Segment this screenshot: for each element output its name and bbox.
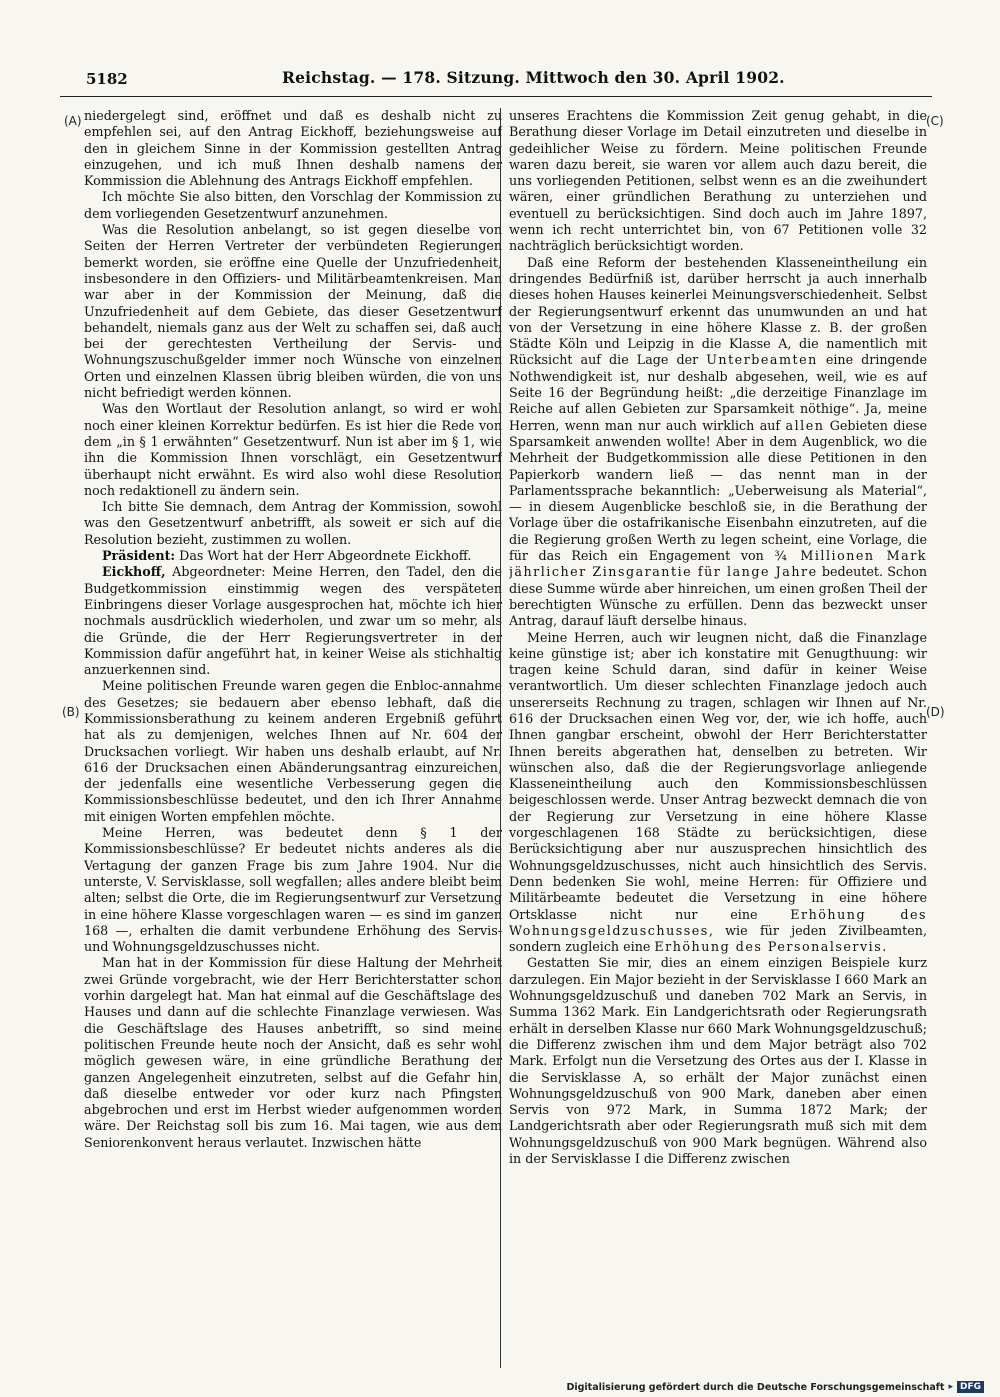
speech-text: Abgeordneter: Meine Herren, den Tadel, den die Budgetkommission einstimmig wegen des verspäteten Einbringens dieser Vorlage ausgesprochen hat, möchte ich hier nochmals ausdrücklich wiederholen, und zwar um so mehr, als die Gründe, die der Herr Regierungsvertreter in der Kommission dafür angeführt hat, in keiner Weise als stichhaltig anzuerkennen sind. (84, 564, 502, 678)
speaker-paragraph (84, 564, 502, 678)
running-head: Reichstag. — 178. Sitzung. Mittwoch den 30. April 1902. (282, 68, 785, 87)
speaker-paragraph (84, 548, 502, 564)
margin-marker-a: (A) (64, 114, 82, 128)
text-run: eine dringende Nothwendigkeit ist, nur deshalb abgesehen, weil, wie es auf Seite 16 der Begründung heißt: „die derzeitige Finanzlage im Reiche auf allen Gebieten zur Sparsamkeit nöthige“. Ja, meine Herren, wenn man nur auch wirklich auf (509, 352, 927, 433)
dfg-logo: DFG (957, 1381, 984, 1393)
paragraph (509, 630, 927, 956)
page-number: 5182 (86, 70, 128, 88)
text-run: . (882, 939, 887, 955)
text-run: , wie für jeden Zivilbeamten, sondern zugleich eine (509, 922, 927, 955)
paragraph: Gestatten Sie mir, dies an einem einzigen Beispiele kurz darzulegen. Ein Major bezieht in der Servisklasse I 660 Mark an Wohnungsgeldzuschuß und daneben 702 Mark an Servis, in Summa 1362 Mark. Ein Landgerichtsrath oder Regierungsrath erhält in derselben Klasse nur 660 Mark Wohnungsgeldzuschuß; die Differenz zwischen ihm und dem Major beträgt also 702 Mark. Erfolgt nun die Versetzung des Ortes aus der I. Klasse in die Servisklasse A, so erhält der Major zunächst einen Wohnungsgeldzuschuß von 900 Mark, daneben aber einen Servis von 972 Mark, in Summa 1872 Mark; der Landgerichtsrath aber oder Regierungsrath muß sich mit dem Wohnungsgeldzuschuß von 900 Mark begnügen. Während also in der Servisklasse I die Differenz zwischen (509, 955, 927, 1166)
paragraph: Was die Resolution anbelangt, so ist gegen dieselbe von Seiten der Herren Vertreter der verbündeten Regierungen bemerkt worden, sie eröffne eine Quelle der Unzufriedenheit, insbesondere in den Offiziers- und Militärbeamtenkreisen. Man war aber in der Kommission der Meinung, daß die Unzufriedenheit auf dem Gebiete, das dieser Gesetzentwurf behandelt, niemals ganz aus der Welt zu schaffen sei, daß auch bei der gerechtesten Vertheilung der Servis- und Wohnungszuschußgelder immer noch Wünsche von einzelnen Orten und einzelnen Klassen übrig bleiben würden, die von uns nicht befriedigt werden können. (84, 222, 502, 401)
paragraph: Was den Wortlaut der Resolution anlangt, so wird er wohl noch einer kleinen Korrektur bedürfen. Es ist hier die Rede von dem „in § 1 erwähnten“ Gesetzentwurf. Nun ist aber im § 1, wie ihn die Kommission Ihnen vorschlägt, ein Gesetzentwurf überhaupt nicht erwähnt. Es wird also wohl diese Resolution noch redaktionell zu ändern sein. (84, 401, 502, 498)
paragraph: Meine Herren, was bedeutet denn § 1 der Kommissionsbeschlüsse? Er bedeutet nichts anderes als die Vertagung der ganzen Frage bis zum Jahre 1904. Nur die unterste, V. Servisklasse, soll wegfallen; alles andere bleibt beim alten; selbst die Orte, die im Regierungsentwurf zur Versetzung in eine höhere Klasse vorgeschlagen waren — es sind im ganzen 168 —, erhalten die damit verbundene Erhöhung des Servis- und Wohnungsgeldzuschusses nicht. (84, 825, 502, 955)
margin-marker-b: (B) (62, 705, 80, 719)
page-header (60, 66, 932, 97)
paragraph: Ich möchte Sie also bitten, den Vorschlag der Kommission zu dem vorliegenden Gesetzentwurf anzunehmen. (84, 189, 502, 221)
speaker-name: Präsident: (102, 548, 176, 564)
paragraph (509, 255, 927, 630)
column-divider (500, 108, 501, 1368)
footer (566, 1381, 984, 1393)
emphasis: Erhöhung des Wohnungsgeldzuschusses (509, 906, 927, 938)
text-run: Meine Herren, auch wir leugnen nicht, daß die Finanzlage keine günstige ist; aber ich konstatire mit Genugthuung: wir tragen keine Schuld daran, sind dafür in keiner Weise verantwortlich. Um dieser schlechten Finanzlage jedoch auch unsererseits Rechnung zu tragen, schlagen wir Ihnen auf Nr. 616 der Drucksachen einen Weg vor, der, wie ich hoffe, auch Ihnen gangbar erscheint, obwohl der Herr Berichterstatter Ihnen bereits abgerathen hat, denselben zu betreten. Wir wünschen also, daß die der Regierungsvorlage anliegende Klasseneintheilung auch den Kommissionsbeschlüssen beigeschlossen werde. Unser Antrag bezweckt demnach die von der Regierung zur Versetzung in eine höhere Klasse vorgeschlagenen 168 Städte zu berücksichtigen, diese Berücksichtigung aber nur auszusprechen hinsichtlich des Wohnungsgeldzuschusses, nicht auch hinsichtlich des Servis. Denn bedenken Sie wohl, meine Herren: für Offiziere und Militärbeamte bedeutet die Versetzung in eine höhere Ortsklasse nicht nur eine (509, 629, 927, 922)
arrow-icon: ▸ (948, 1382, 953, 1392)
text-run: Daß eine Reform der bestehenden Klasseneintheilung ein dringendes Bedürfniß ist, darüber herrscht ja auch innerhalb dieses hohen Hauses keinerlei Meinungsverschiedenheit. Selbst der Regierungsentwurf erkennt das unumwunden an und hat von der Versetzung in eine höhere Klasse z. B. der großen Städte Köln und Leipzig in die Klasse A, die namentlich mit Rücksicht auf die Lage der (509, 254, 927, 368)
text-run: bedeutet. Schon diese Summe würde aber hinreichen, um einen großen Theil der berechtigten Wünsche zu erfüllen. Denn das bezweckt unser Antrag, darauf läuft derselbe hinaus. (509, 564, 927, 629)
speech-text: Das Wort hat der Herr Abgeordnete Eickhoff. (175, 548, 472, 564)
emphasis: Unterbeamten (706, 352, 818, 368)
paragraph: Man hat in der Kommission für diese Haltung der Mehrheit zwei Gründe vorgebracht, wie der Herr Berichterstatter schon vorhin dargelegt hat. Man hat einmal auf die Geschäftslage des Hauses und dann auf die schlechte Finanzlage verwiesen. Was die Geschäftslage des Hauses anbetrifft, so sind meine politischen Freunde heute noch der Ansicht, daß es sehr wohl möglich gewesen wäre, in eine gründliche Berathung der ganzen Angelegenheit einzutreten, selbst auf die Gefahr hin, daß dieselbe entweder vor oder kurz nach Pfingsten abgebrochen und erst im Herbst wieder aufgenommen worden wäre. Der Reichstag soll bis zum 16. Mai tagen, wie aus dem Seniorenkonvent heraus verlautet. Inzwischen hätte (84, 955, 502, 1150)
right-column (509, 108, 927, 1370)
left-column (84, 108, 502, 1370)
emphasis: ¾ Millionen Mark jährlicher Zinsgarantie für lange Jahre (509, 548, 927, 580)
paragraph: niedergelegt sind, eröffnet und daß es deshalb nicht zu empfehlen sei, auf den Antrag Eickhoff, beziehungsweise auf den in gleichem Sinne in der Kommission gestellten Antrag einzugehen, und ich muß Ihnen deshalb namens der Kommission die Ablehnung des Antrags Eickhoff empfehlen. (84, 108, 502, 189)
paragraph: unseres Erachtens die Kommission Zeit genug gehabt, in die Berathung dieser Vorlage im Detail einzutreten und dieselbe in gedeihlicher Weise zu fördern. Meine politischen Freunde waren dazu bereit, sie waren vor allem auch dazu bereit, die uns vorliegenden Petitionen, selbst wenn es an die zweihundert wären, einer gründlichen Berathung zu unterziehen und eventuell zu berücksichtigen. Sind doch auch im Jahre 1897, wenn ich recht unterrichtet bin, von 67 Petitionen volle 32 nachträglich berücksichtigt worden. (509, 108, 927, 254)
footer-credit: Digitalisierung gefördert durch die Deutsche Forschungsgemeinschaft (566, 1381, 945, 1393)
margin-marker-c: (C) (926, 114, 944, 128)
emphasis: Erhöhung des Personalservis (654, 939, 883, 955)
text-run: Gebieten diese Sparsamkeit anwenden wollte! Aber in dem Augenblick, wo die Mehrheit der Budgetkommission alle diese Petitionen in den Papierkorb wandern ließ — das nennt man in der Parlamentssprache bekanntlich: „Ueberweisung als Material“, — in diesem Augenblicke beschloß sie, in die Berathung der Vorlage über die ostafrikanische Eisenbahn einzutreten, auf die die Regierung großen Werth zu legen scheint, eine Vorlage, die für das Reich ein Engagement von (509, 417, 927, 564)
emphasis: allen (785, 417, 825, 433)
margin-marker-d: (D) (926, 705, 945, 719)
paragraph: Meine politischen Freunde waren gegen die Enbloc-annahme des Gesetzes; sie bedauern aber ebenso lebhaft, daß die Kommissionsberathung zu keinem anderen Ergebniß geführt hat als zu demjenigen, welches Ihnen auf Nr. 604 der Drucksachen vorliegt. Wir haben uns deshalb erlaubt, auf Nr. 616 der Drucksachen einen Abänderungsantrag einzureichen, der jedenfalls eine wesentliche Verbesserung gegen die Kommissionsbeschlüsse bedeutet, und den ich Ihrer Annahme mit einigen Worten empfehlen möchte. (84, 678, 502, 824)
speaker-name: Eickhoff, (102, 564, 166, 580)
paragraph: Ich bitte Sie demnach, dem Antrag der Kommission, sowohl was den Gesetzentwurf anbetrifft, als soweit er sich auf die Resolution bezieht, zustimmen zu wollen. (84, 499, 502, 547)
